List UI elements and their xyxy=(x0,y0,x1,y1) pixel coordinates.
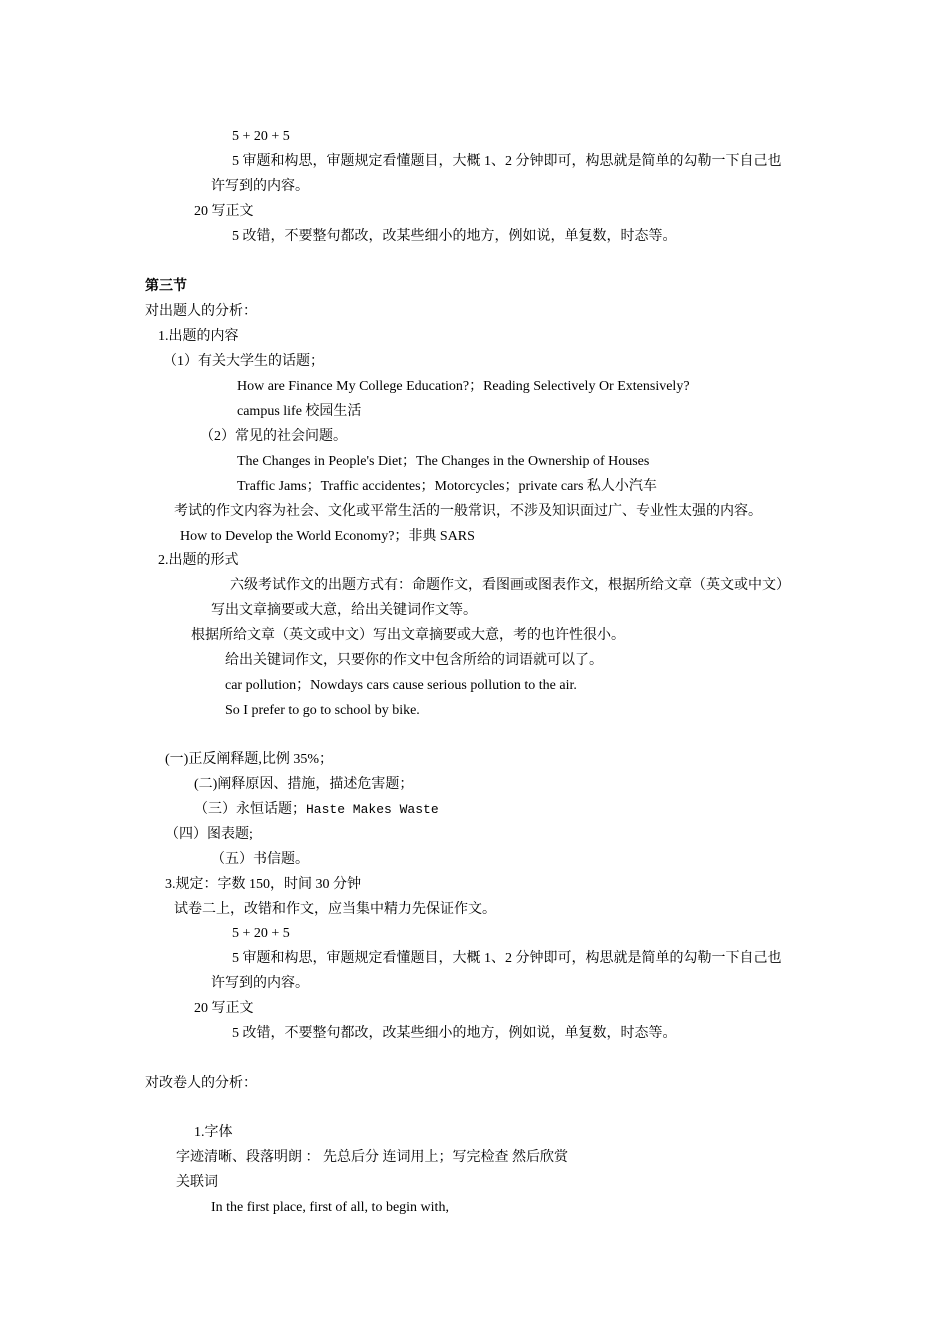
text-segment: （三）永恒话题； xyxy=(194,802,306,817)
text-line: Traffic Jams；Traffic accidentes；Motorcycles；private cars 私人小汽车 xyxy=(237,479,657,494)
text-line: How are Finance My College Education?；Reading Selectively Or Extensively? xyxy=(237,379,690,394)
section-heading: 第三节 xyxy=(145,279,187,294)
formula-line: 5 + 20 + 5 xyxy=(232,926,290,941)
text-line: campus life 校园生活 xyxy=(237,404,362,419)
text-line: 5 审题和构思，审题规定看懂题目，大概 1、2 分钟即可，构思就是简单的勾勒一下自己也 xyxy=(232,951,782,966)
text-line: 根据所给文章（英文或中文）写出文章摘要或大意，考的也许性很小。 xyxy=(191,628,625,643)
text-line: 对出题人的分析： xyxy=(145,304,257,319)
text-line: 写出文章摘要或大意，给出关键词作文等。 xyxy=(211,603,477,618)
text-line: 2.出题的形式 xyxy=(158,553,239,568)
text-line: The Changes in People's Diet；The Changes in the Ownership of Houses xyxy=(237,454,650,469)
text-line: (二)阐释原因、措施，描述危害题； xyxy=(194,777,414,792)
text-line: 许写到的内容。 xyxy=(211,179,309,194)
formula-line: 5 + 20 + 5 xyxy=(232,129,290,144)
text-line: 20 写正文 xyxy=(194,1001,254,1016)
text-line: 3.规定：字数 150，时间 30 分钟 xyxy=(165,877,361,892)
text-line: （四）图表题; xyxy=(165,827,253,842)
text-line: 1.出题的内容 xyxy=(158,329,239,344)
text-line: 六级考试作文的出题方式有：命题作文，看图画或图表作文，根据所给文章（英文或中文） xyxy=(230,578,790,593)
text-line: So I prefer to go to school by bike. xyxy=(225,703,420,718)
text-line: 5 改错，不要整句都改，改某些细小的地方，例如说，单复数，时态等。 xyxy=(232,229,677,244)
text-line: （1）有关大学生的话题； xyxy=(163,354,324,369)
text-line: 许写到的内容。 xyxy=(211,976,309,991)
text-line: （五）书信题。 xyxy=(211,852,309,867)
text-line: 1.字体 xyxy=(194,1125,233,1140)
text-line: （2）常见的社会问题。 xyxy=(200,429,347,444)
text-segment-mono: Haste Makes Waste xyxy=(306,802,439,817)
text-line: 考试的作文内容为社会、文化或平常生活的一般常识，不涉及知识面过广、专业性太强的内容。 xyxy=(174,504,762,519)
text-line: car pollution；Nowdays cars cause serious pollution to the air. xyxy=(225,678,577,693)
text-line: 5 审题和构思，审题规定看懂题目，大概 1、2 分钟即可，构思就是简单的勾勒一下自己也 xyxy=(232,154,782,169)
text-line: 20 写正文 xyxy=(194,204,254,219)
text-line: 字迹清晰、段落明朗 ： 先总后分 连词用上；写完检查 然后欣赏 xyxy=(176,1150,568,1165)
text-line: 对改卷人的分析： xyxy=(145,1076,257,1091)
text-line xyxy=(194,801,439,819)
text-line: How to Develop the World Economy?；非典 SARS xyxy=(180,529,475,544)
text-line: In the first place, first of all, to begin with, xyxy=(211,1200,449,1215)
text-line: 试卷二上，改错和作文，应当集中精力先保证作文。 xyxy=(174,902,496,917)
text-line: 关联词 xyxy=(176,1175,218,1190)
text-line: 5 改错，不要整句都改，改某些细小的地方，例如说，单复数，时态等。 xyxy=(232,1026,677,1041)
text-line: (一)正反阐释题,比例 35%； xyxy=(165,752,333,767)
text-line: 给出关键词作文，只要你的作文中包含所给的词语就可以了。 xyxy=(225,653,603,668)
